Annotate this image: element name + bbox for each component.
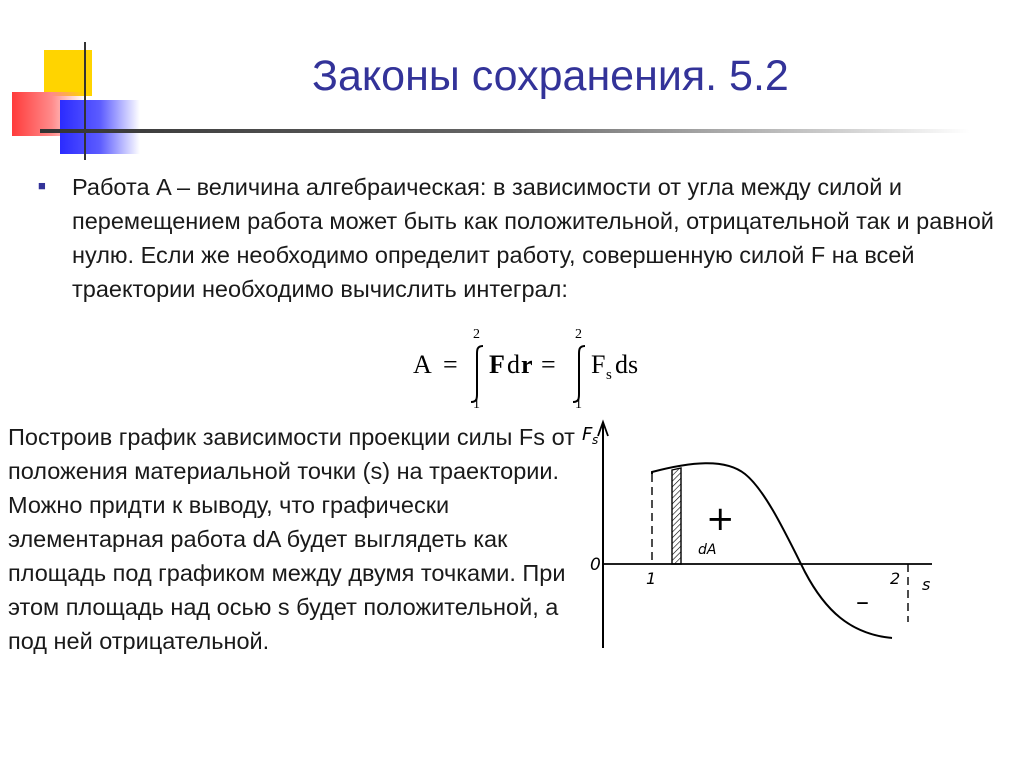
formula-equals-2: = [541, 350, 556, 379]
title-underline [40, 129, 970, 133]
formula-d-1: d [507, 350, 520, 379]
work-integral-formula [405, 318, 655, 418]
element-da-strip [672, 468, 681, 564]
formula-lower-limit-1: 1 [473, 397, 480, 412]
force-projection-graph [560, 412, 960, 652]
formula-lhs: A [413, 350, 432, 379]
integral-sign-1 [471, 346, 483, 402]
integral-sign-2 [573, 346, 585, 402]
point-2-label: 2 [890, 569, 901, 588]
formula-ds: ds [615, 350, 639, 379]
x-axis-label: s [922, 575, 931, 594]
formula-equals-1: = [443, 350, 458, 379]
slide-title: Законы сохранения. 5.2 [312, 52, 789, 100]
formula-force-vector: F [489, 350, 505, 379]
formula-lower-limit-2: 1 [575, 397, 582, 412]
decor-vertical-line [84, 42, 86, 160]
formula-subscript-s: s [606, 367, 612, 383]
element-da-label: dA [698, 542, 717, 558]
formula-force-projection: F [591, 350, 606, 379]
explanation-paragraph: Построив график зависимости проекции силы Fs от положения материальной точки (s) на траектории. Можно придти к выводу, что графически элементарная работа dA будет выглядеть как площадь под графиком между двумя точками. При этом площадь над осью s будет положительной, а под ней отрицательной. [8, 424, 575, 654]
formula-displacement-vector: r [521, 350, 533, 379]
decor-blue-square [60, 100, 140, 154]
point-1-label: 1 [646, 569, 657, 588]
formula-upper-limit-1: 2 [473, 327, 480, 342]
y-axis-label-sub: s [592, 433, 599, 447]
bullet-marker: ■ [38, 178, 46, 193]
formula-upper-limit-2: 2 [575, 327, 582, 342]
origin-label: 0 [590, 555, 601, 575]
plus-sign: + [706, 499, 735, 539]
bullet-paragraph: Работа A – величина алгебраическая: в зависимости от угла между силой и перемещением работа может быть как положительной, отрицательной так и равной нулю. Если же необходимо определит работу, совершенную силой F на всей траектории необходимо вычислить интеграл: [72, 174, 994, 302]
minus-sign: – [856, 587, 869, 617]
y-axis-label: F [582, 424, 593, 445]
